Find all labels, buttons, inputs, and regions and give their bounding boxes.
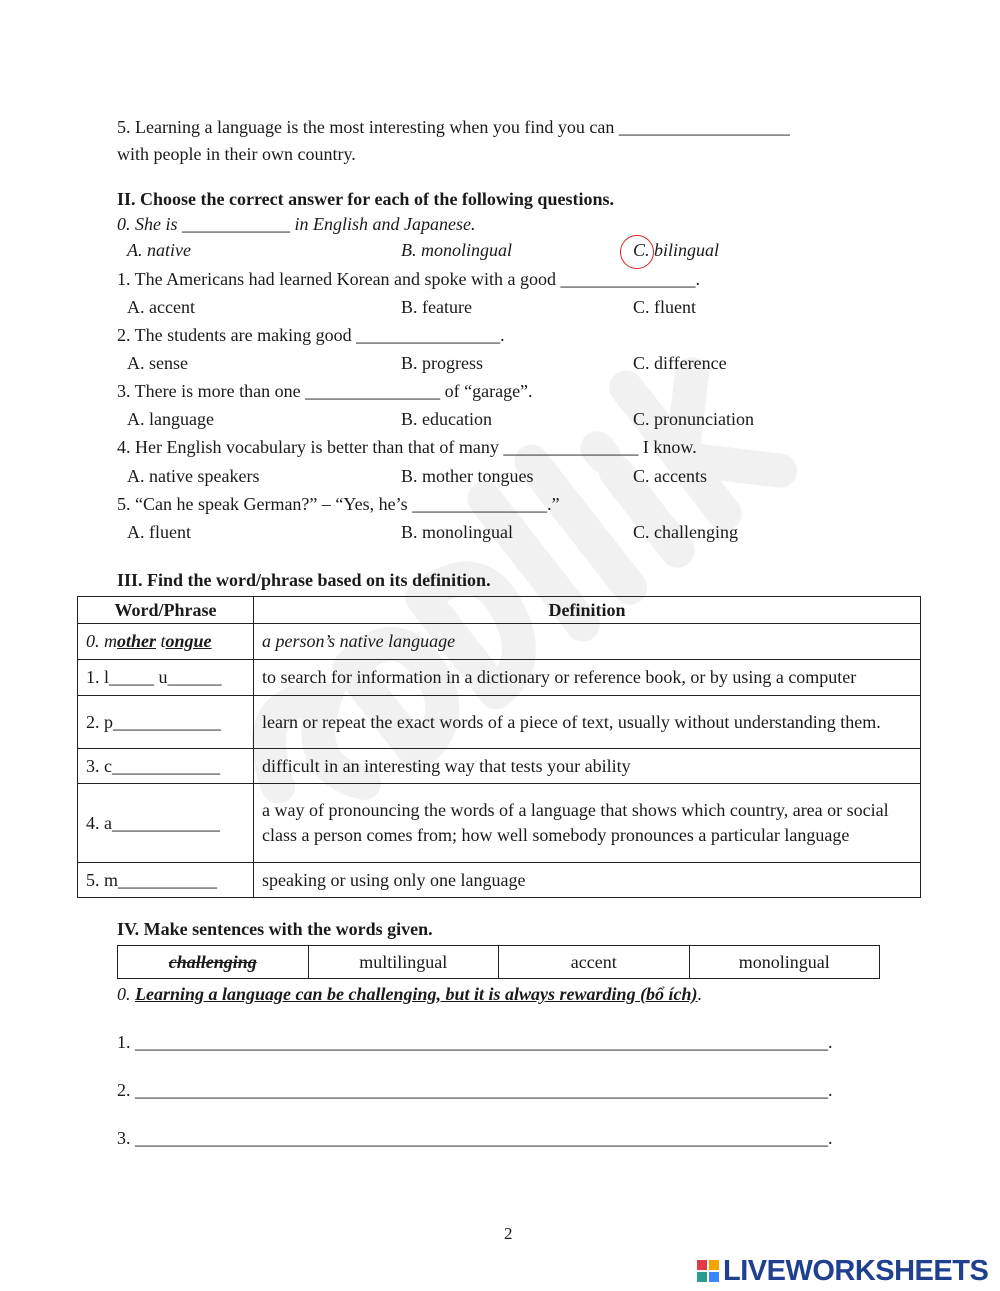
table-row — [78, 784, 921, 863]
q2-option-a[interactable]: A. sense — [127, 353, 188, 373]
page-number: 2 — [504, 1224, 513, 1243]
table-row — [78, 660, 921, 696]
word-blank-5[interactable]: 5. m___________ — [78, 863, 254, 898]
q1-option-c[interactable]: C. fluent — [633, 297, 696, 317]
q5-line2: with people in their own country. — [117, 144, 356, 164]
example-option-b: B. monolingual — [401, 240, 512, 260]
q1-option-a[interactable]: A. accent — [127, 297, 195, 317]
example-sentence: 0. Learning a language can be challenging, but it is always rewarding (bổ ích). — [117, 984, 703, 1004]
question-4: 4. Her English vocabulary is better than that of many _______________ I know. — [117, 437, 697, 457]
answer-line-2[interactable]: 2. _____________________________________________________________________________. — [117, 1080, 833, 1100]
word-multilingual: multilingual — [308, 946, 499, 979]
table-row — [78, 863, 921, 898]
word-accent: accent — [499, 946, 690, 979]
section3-heading: III. Find the word/phrase based on its definition. — [117, 570, 491, 590]
section4-heading: IV. Make sentences with the words given. — [117, 919, 433, 939]
word-blank-2[interactable]: 2. p____________ — [78, 696, 254, 749]
word-challenging: challenging — [118, 946, 309, 979]
example-question: 0. She is ____________ in English and Japanese. — [117, 214, 476, 234]
liveworksheets-logo[interactable] — [697, 1256, 988, 1286]
definition-4: a way of pronouncing the words of a language that shows which country, area or social class a person comes from; how well somebody pronounces a particular language — [254, 784, 921, 863]
col-definition-header: Definition — [254, 597, 921, 624]
definition-table — [77, 596, 921, 898]
question-3: 3. There is more than one _______________ of “garage”. — [117, 381, 533, 401]
question-5: 5. “Can he speak German?” – “Yes, he’s _______________.” — [117, 494, 560, 514]
section2-heading: II. Choose the correct answer for each of the following questions. — [117, 189, 614, 209]
example-option-a: A. native — [127, 240, 191, 260]
example-definition: a person’s native language — [254, 624, 921, 660]
logo-grid-icon — [697, 1260, 719, 1282]
definition-1: to search for information in a dictionary or reference book, or by using a computer — [254, 660, 921, 696]
table-row — [78, 696, 921, 749]
q4-option-b[interactable]: B. mother tongues — [401, 466, 534, 486]
q5-option-c[interactable]: C. challenging — [633, 522, 738, 542]
q2-option-b[interactable]: B. progress — [401, 353, 483, 373]
q5-option-b[interactable]: B. monolingual — [401, 522, 513, 542]
q2-option-c[interactable]: C. difference — [633, 353, 727, 373]
col-word-header: Word/Phrase — [78, 597, 254, 624]
definition-3: difficult in an interesting way that tests your ability — [254, 749, 921, 784]
table-row — [78, 749, 921, 784]
q3-option-c[interactable]: C. pronunciation — [633, 409, 754, 429]
word-blank-4[interactable]: 4. a____________ — [78, 784, 254, 863]
definition-2: learn or repeat the exact words of a piece of text, usually without understanding them. — [254, 696, 921, 749]
q4-option-a[interactable]: A. native speakers — [127, 466, 260, 486]
example-word: 0. mother tongue — [78, 624, 254, 660]
answer-line-1[interactable]: 1. _____________________________________________________________________________. — [117, 1032, 833, 1052]
table-row — [78, 624, 921, 660]
word-blank-3[interactable]: 3. c____________ — [78, 749, 254, 784]
word-blank-1[interactable]: 1. l_____ u______ — [78, 660, 254, 696]
logo-text: LIVEWORKSHEETS — [723, 1254, 989, 1287]
question-1: 1. The Americans had learned Korean and spoke with a good _______________. — [117, 269, 701, 289]
q5-option-a[interactable]: A. fluent — [127, 522, 191, 542]
question-2: 2. The students are making good ________________. — [117, 325, 505, 345]
q4-option-c[interactable]: C. accents — [633, 466, 707, 486]
definition-5: speaking or using only one language — [254, 863, 921, 898]
q3-option-b[interactable]: B. education — [401, 409, 492, 429]
word-monolingual: monolingual — [689, 946, 880, 979]
answer-circle — [620, 235, 654, 269]
q3-option-a[interactable]: A. language — [127, 409, 214, 429]
q1-option-b[interactable]: B. feature — [401, 297, 472, 317]
word-box — [117, 945, 880, 979]
q5-line1: 5. Learning a language is the most interesting when you find you can ___________________ — [117, 117, 790, 137]
example-option-c: C. bilingual — [633, 240, 720, 260]
answer-line-3[interactable]: 3. _____________________________________________________________________________. — [117, 1128, 833, 1148]
